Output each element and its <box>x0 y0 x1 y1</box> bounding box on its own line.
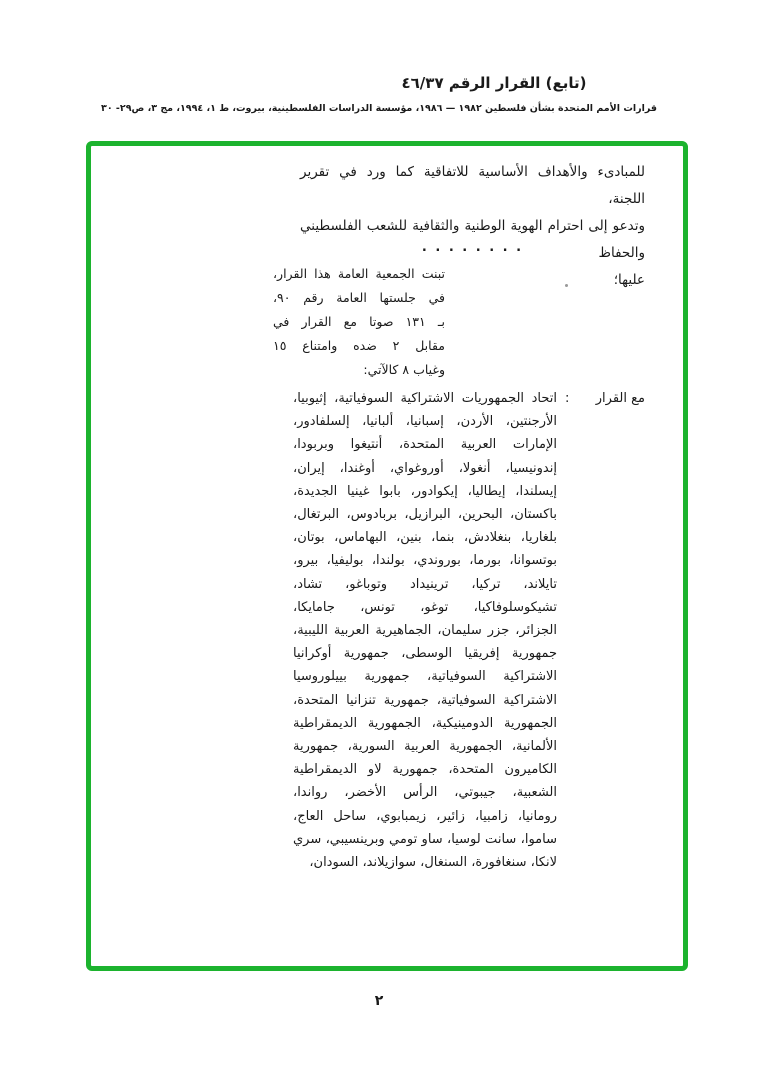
text-line: الإمارات العربية المتحدة، أنتيغوا وبربودا، <box>293 437 557 453</box>
text-line: الاشتراكية السوفياتية، جمهورية بييلوروسيا <box>293 669 557 685</box>
text-line: جمهورية إفريقيا الوسطى، جمهورية أوكرانيا <box>293 646 557 662</box>
text-line: بوتسوانا، بورما، بوروندي، بولندا، بوليفيا، بيرو، <box>293 553 557 569</box>
text-line: في جلستها العامة رقم ٩٠، <box>273 290 445 305</box>
text-line: تشيكوسلوفاكيا، توغو، تونس، جامايكا، <box>293 599 557 615</box>
text-line: تبنت الجمعية العامة هذا القرار، <box>273 266 445 281</box>
text-line: بـ ١٣١ صوتا مع القرار في <box>273 314 445 329</box>
text-line: للمبادىء والأهداف الأساسية للاتفاقية كما ورد في تقرير اللجنة، <box>300 164 645 207</box>
scan-artifact-dot <box>565 284 568 287</box>
vote-result-section <box>293 387 645 874</box>
text-line: رومانيا، زامبيا، زائير، زيمبابوي، ساحل العاج، <box>293 808 557 824</box>
text-line: عليها؛ <box>613 272 645 288</box>
text-line: إيسلندا، إيطاليا، إيكوادور، بابوا غينيا الجديدة، <box>293 483 557 499</box>
citation-line: قرارات الأمم المتحدة بشأن فلسطين ١٩٨٢ — ١٩٨٦، مؤسسة الدراسات الفلسطينية، بيروت، ط ١، ١٩٩٤، مج ٣، ص٢٩- ٣٠ <box>101 103 657 114</box>
text-line: بلغاريا، بنغلادش، بنما، بنين، البهاماس، بوتان، <box>293 530 557 546</box>
text-line: إندونيسيا، أنغولا، أوروغواي، أوغندا، إيران، <box>293 460 557 476</box>
countries-list <box>293 387 557 874</box>
text-line: تايلاند، تركيا، ترينيداد وتوباغو، تشاد، <box>293 576 557 592</box>
vote-label-colon: : <box>565 391 570 406</box>
text-line: وتدعو إلى احترام الهوية الوطنية والثقافية للشعب الفلسطيني والحفاظ <box>300 218 645 261</box>
page-number: ٢ <box>374 993 384 1009</box>
text-line: الكاميرون المتحدة، جمهورية لاو الديمقراطية <box>293 762 557 778</box>
text-line: الألمانية، الجمهورية العربية السورية، جمهورية <box>293 739 557 755</box>
vote-label <box>565 387 645 410</box>
text-line: الجزائر، جزر سليمان، الجماهيرية العربية الليبية، <box>293 623 557 639</box>
dots-separator: . . . . . . . . <box>421 240 524 255</box>
text-line: الاشتراكية السوفياتية، جمهورية تنزانيا المتحدة، <box>293 692 557 708</box>
text-line: لانكا، سنغافورة، السنغال، سوازيلاند، السودان، <box>309 855 557 871</box>
text-line: الشعبية، جيبوتي، الرأس الأخضر، رواندا، <box>293 785 557 801</box>
vote-label-text: مع القرار <box>595 391 645 406</box>
text-line: الأرجنتين، الأردن، إسبانيا، ألبانيا، إلسلفادور، <box>293 414 557 430</box>
page-title: (تابع) القرار الرقم ٤٦/٣٧ <box>401 74 587 92</box>
text-line: الجمهورية الدومينيكية، الجمهورية الديمقراطية <box>293 715 557 731</box>
text-line: اتحاد الجمهوريات الاشتراكية السوفياتية، إثيوبيا، <box>293 391 557 406</box>
text-line: مقابل ٢ ضده وامتناع ١٥ <box>273 338 445 353</box>
text-line: وغياب ٨ كالآتي: <box>363 362 445 377</box>
adoption-paragraph <box>273 262 445 382</box>
text-line: باكستان، البحرين، البرازيل، بربادوس، البرتغال، <box>293 507 557 523</box>
text-line: ساموا، سانت لوسيا، ساو تومي وبرينسيبي، سري <box>293 831 557 847</box>
